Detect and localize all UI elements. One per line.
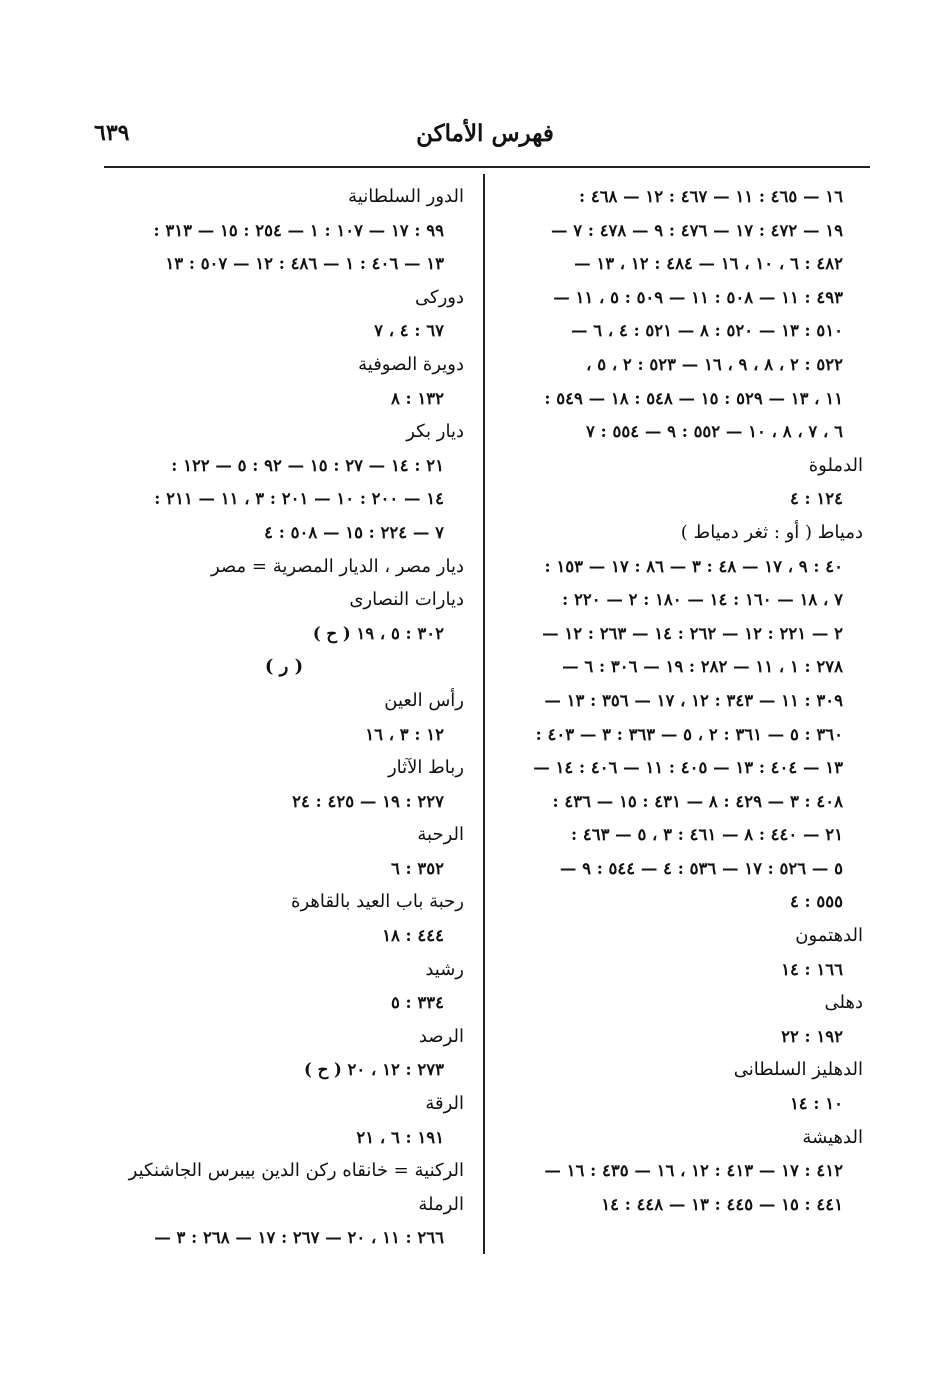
page-references: ١٦ — ٤٦٥ : ١١ — ٤٦٧ : ١٢ — ٤٦٨ : [578,187,843,206]
place-name: رشيد [425,958,464,980]
place-name: الدهتمون [795,925,863,947]
page-references: ٢٦٦ : ١١ ، ٢٠ — ٢٦٧ : ١٧ — ٢٦٨ : ٣ — [154,1228,444,1248]
place-name: الدور السلطانية [348,186,464,207]
place-name: الرحبة [417,824,464,846]
page-references: ٤٩٣ : ١١ — ٥٠٨ : ١١ — ٥٠٩ : ٥ ، ١١ — [553,287,843,307]
place-name: رأس العين [384,689,464,711]
page-references: ٢٧٨ : ١ ، ١١ — ٢٨٢ : ١٩ — ٣٠٦ : ٦ — [562,657,843,677]
page-references: ٥ — ٥٢٦ : ١٧ — ٥٣٦ : ٤ — ٥٤٤ : ٩ — [559,858,843,878]
place-name: الرصد [418,1025,464,1047]
place-name: الرقة [425,1093,464,1115]
page-references: ٢١ — ٤٤٠ : ٨ — ٤٦١ : ٣ ، ٥ — ٤٦٣ : [571,825,843,845]
page-references: ١٣٢ : ٨ [390,388,444,408]
page-title: فهرس الأماكن [416,120,554,147]
page-references: ١٢٤ : ٤ [789,489,843,509]
header-rule [104,166,870,168]
page-references: ٥٢٢ : ٢ ، ٨ ، ٩ ، ١٦ — ٥٢٣ : ٢ ، ٥ ، [586,354,843,374]
page-references: ١٩٢ : ٢٢ [781,1026,843,1046]
page-references: ٢٢٧ : ١٩ — ٤٢٥ : ٢٤ [292,791,444,811]
place-name: دهلى [824,992,863,1014]
place-name: الدهيشة [802,1126,863,1148]
page-references: ١٣ — ٤٠٦ : ١ — ٤٨٦ : ١٢ — ٥٠٧ : ١٣ [165,254,444,274]
page-references: ٤٠٨ : ٣ — ٤٢٩ : ٨ — ٤٣١ : ١٥ — ٤٣٦ : [552,791,843,811]
page-references: ٣٥٢ : ٦ [390,858,444,878]
section-letter: ( ر ) [264,656,304,678]
page-references: ١٣ — ٤٠٤ : ١٣ — ٤٠٥ : ١١ — ٤٠٦ : ١٤ — [533,758,843,778]
page-references: ٣٠٢ : ٥ ، ١٩ ( ح ) [312,623,444,643]
index-column-left [104,180,464,1255]
page-references: ٤٤٤ : ١٨ [382,926,444,946]
page-references: ٥٥٥ : ٤ [789,892,843,912]
page-references: ٣٠٩ : ١١ — ٣٤٣ : ١٢ ، ١٧ — ٣٥٦ : ١٣ — [544,690,843,710]
page-references: ٢٧٣ : ١٢ ، ٢٠ ( ح ) [304,1060,444,1080]
page-references: ٤٤١ : ١٥ — ٤٤٥ : ١٣ — ٤٤٨ : ١٤ [601,1194,843,1214]
page-references: ١٠ : ١٤ [789,1094,843,1114]
place-name: دوركى [415,286,464,308]
page-references: ٤٠ : ٩ ، ١٧ — ٤٨ : ٣ — ٨٦ : ١٧ — ١٥٣ : [544,556,843,576]
page-references: ١٤ — ٢٠٠ : ١٠ — ٢٠١ : ٣ ، ١١ — ٢١١ : [154,489,444,509]
place-name: ديارات النصارى [349,589,464,611]
index-column-right [505,180,863,1221]
page-references: ١٢ : ٣ ، ١٦ [365,724,444,744]
page-references: ٣٣٤ : ٥ [390,993,444,1013]
place-name: الدملوة [808,454,863,476]
place-name: الدهليز السلطانى [733,1059,863,1081]
place-name: الركنية = خانقاه ركن الدين بيبرس الجاشنكير [128,1160,464,1182]
page-references: ١١ ، ١٣ — ٥٢٩ : ١٥ — ٥٤٨ : ١٨ — ٥٤٩ : [544,388,843,408]
page-references: ١٩١ : ٦ ، ٢١ [356,1127,444,1147]
page-references: ٢١ : ١٤ — ٢٧ : ١٥ — ٩٢ : ٥ — ١٢٢ : [171,455,444,475]
place-name: رباط الآثار [387,757,464,779]
page-references: ٦ ، ٧ ، ٨ ، ١٠ — ٥٥٢ : ٩ — ٥٥٤ : ٧ [586,422,843,442]
page-references: ٦٧ : ٤ ، ٧ [374,321,444,341]
page-references: ٥١٠ : ١٣ — ٥٢٠ : ٨ — ٥٢١ : ٤ ، ٦ — [571,321,843,341]
place-name: رحبة باب العيد بالقاهرة [291,891,464,913]
page-references: ٧ — ٢٢٤ : ١٥ — ٥٠٨ : ٤ [264,522,444,542]
page-references: ٤٨٢ : ٦ ، ١٠ ، ١٦ — ٤٨٤ : ١٢ ، ١٣ — [574,254,843,274]
place-name: دويرة الصوفية [358,353,464,375]
page-references: ٢ — ٢٢١ : ١٢ — ٢٦٢ : ١٤ — ٢٦٣ : ١٢ — [542,623,843,643]
page-references: ٤١٢ : ١٧ — ٤١٣ : ١٢ ، ١٦ — ٤٣٥ : ١٦ — [544,1161,843,1181]
page-references: ١٦٦ : ١٤ [781,959,843,979]
place-name: الرملة [418,1193,464,1215]
page-references: ٣٦٠ : ٥ — ٣٦١ : ٢ ، ٥ — ٣٦٣ : ٣ — ٤٠٣ : [535,724,843,744]
column-divider [483,174,485,1254]
page-number: ٦٣٩ [94,120,130,146]
place-name: ديار مصر ، الديار المصرية = مصر [210,555,464,577]
page-references: ٩٩ : ١٧ — ١٠٧ : ١ — ٢٥٤ : ١٥ — ٣١٣ : [153,220,444,240]
page-references: ١٩ — ٤٧٢ : ١٧ — ٤٧٦ : ٩ — ٤٧٨ : ٧ — [550,220,843,240]
page-references: ٧ ، ١٨ — ١٦٠ : ١٤ — ١٨٠ : ٢ — ٢٢٠ : [562,590,843,610]
place-name: ديار بكر [406,421,464,443]
place-name: دمياط ( أو : ثغر دمياط ) [680,521,863,543]
